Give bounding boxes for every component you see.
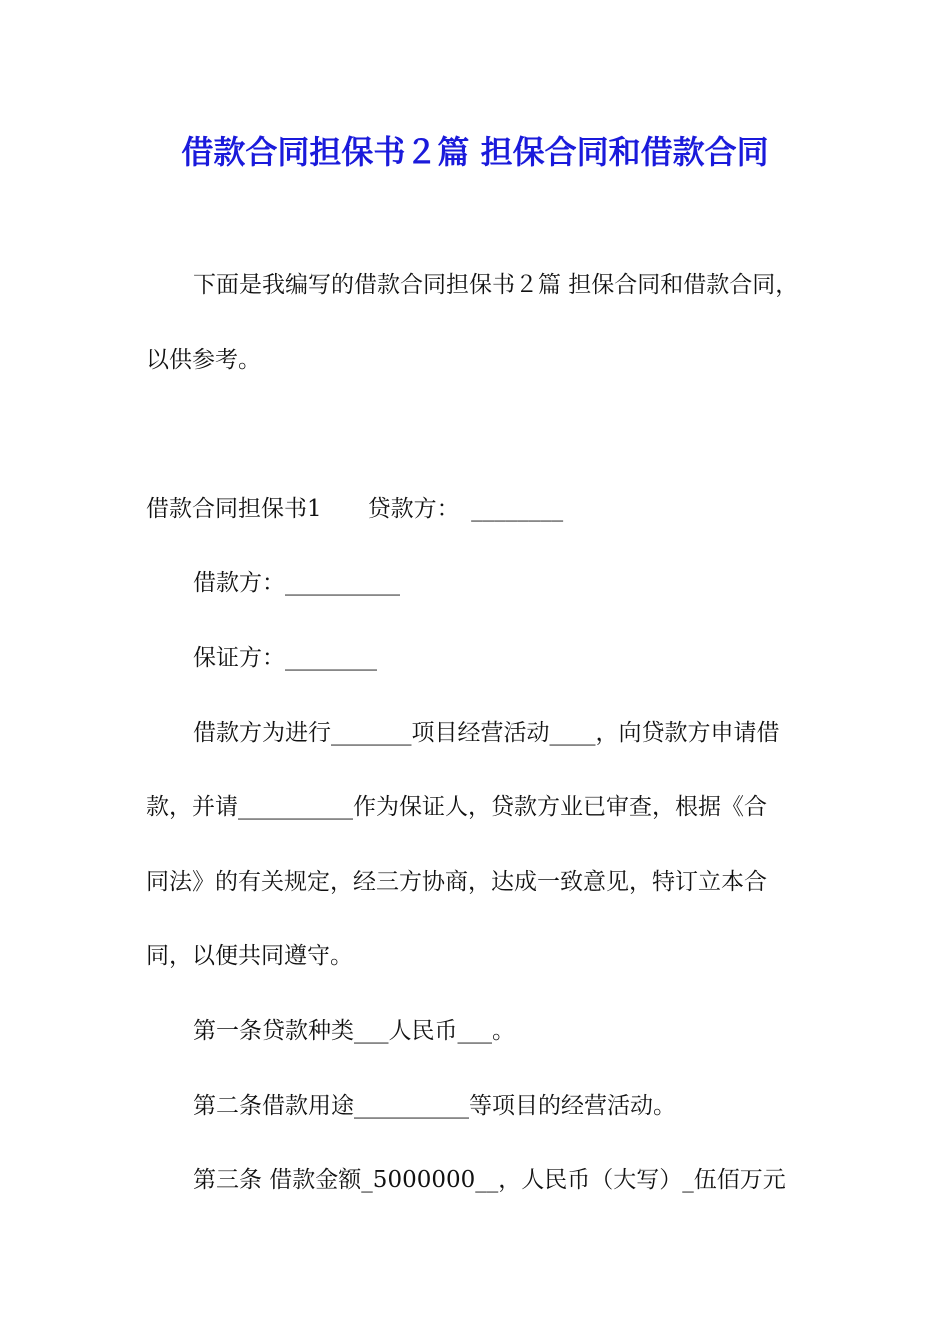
article-3-line: 第三条 借款金额_5000000__，人民币（大写）_伍佰万元 — [193, 1167, 786, 1193]
guarantor-line: 保证方：________ — [193, 645, 377, 671]
paragraph-line-2: 款，并请__________作为保证人，贷款方业已审查，根据《合 — [146, 794, 767, 820]
borrower-line: 借款方：__________ — [193, 570, 400, 596]
document-title: 借款合同担保书２篇 担保合同和借款合同 — [181, 133, 769, 171]
paragraph-line-1: 借款方为进行_______项目经营活动____，向贷款方申请借 — [193, 720, 780, 746]
intro-line-2: 以供参考。 — [146, 347, 261, 373]
paragraph-line-4: 同，以便共同遵守。 — [146, 943, 353, 969]
contract-heading-line: 借款合同担保书1 贷款方： ________ — [146, 496, 564, 522]
article-2-line: 第二条借款用途__________等项目的经营活动。 — [193, 1093, 676, 1119]
paragraph-line-3: 同法》的有关规定，经三方协商，达成一致意见，特订立本合 — [146, 869, 767, 895]
article-1-line: 第一条贷款种类___人民币___。 — [193, 1018, 515, 1044]
intro-line-1: 下面是我编写的借款合同担保书２篇 担保合同和借款合同， — [193, 272, 799, 298]
